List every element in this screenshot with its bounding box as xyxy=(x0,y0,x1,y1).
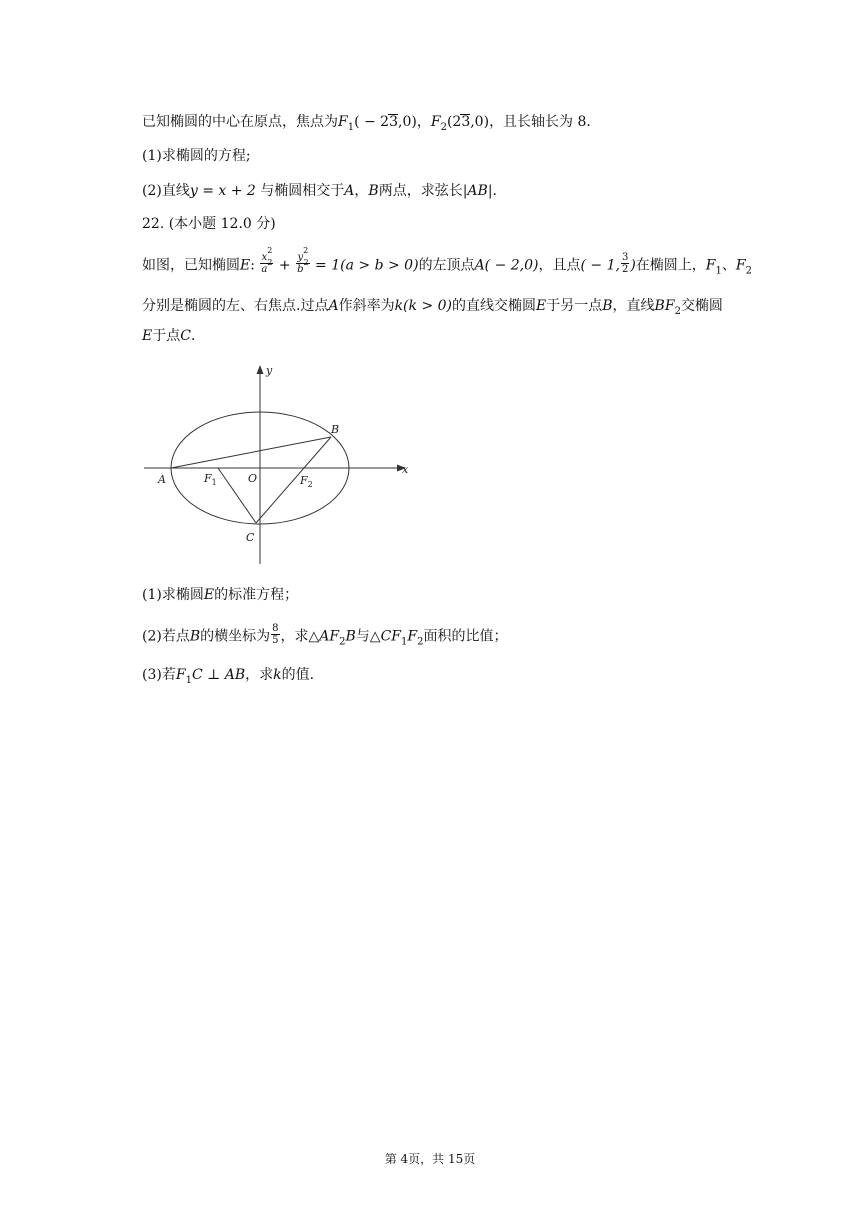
text: ，求 xyxy=(245,667,274,683)
math-f2: F xyxy=(430,114,441,130)
math-e: E xyxy=(203,587,215,603)
math-tri1: AF xyxy=(319,628,340,645)
text: 的标准方程； xyxy=(214,587,299,603)
text: 的直线交椭圆 xyxy=(452,298,537,314)
text: 、 xyxy=(721,257,736,274)
sub: 1 xyxy=(401,636,408,648)
math-point-end: ) xyxy=(630,257,636,274)
q22-line3 xyxy=(142,326,205,346)
text: 的横坐标为 xyxy=(200,628,271,645)
math-a: A xyxy=(344,183,355,199)
text: 与△ xyxy=(355,628,381,645)
q21-stem-text: 已知椭圆的中心在原点，焦点为 xyxy=(142,114,338,130)
label-f2-sub: 2 xyxy=(307,480,313,489)
den: 2 xyxy=(621,264,629,275)
math-f2-coords-end: ,0) xyxy=(470,114,490,130)
text: 两点，求弦长 xyxy=(378,183,463,199)
sub: 2 xyxy=(674,305,681,317)
math-f1-sub: 1 xyxy=(347,121,355,133)
text: 在椭圆上， xyxy=(635,257,706,274)
text: 作斜率为 xyxy=(338,298,395,314)
math-b: B xyxy=(602,298,613,314)
fraction-y2-b2 xyxy=(296,245,310,275)
text: + xyxy=(274,257,296,274)
sub: 1 xyxy=(185,674,192,686)
math-bf: BF xyxy=(654,298,675,314)
math-b: B xyxy=(368,183,379,199)
label-o: O xyxy=(248,472,258,485)
math-eq-rest: = 1(a > b > 0) xyxy=(310,257,419,274)
text: 于点 xyxy=(152,328,181,344)
ellipse-figure xyxy=(140,360,420,570)
text: (3)若 xyxy=(142,667,176,683)
text: 于另一点 xyxy=(546,298,603,314)
q21-part1: (1)求椭圆的方程; xyxy=(142,148,251,164)
text: 的左顶点 xyxy=(418,257,475,274)
q21-part2 xyxy=(142,181,507,201)
math-e: E xyxy=(536,298,547,314)
exp: 2 xyxy=(267,257,273,267)
text: ． xyxy=(492,183,507,199)
math-k: k xyxy=(273,667,282,683)
text: (1)求椭圆 xyxy=(142,587,204,603)
math-perp: C ⊥ AB xyxy=(191,667,246,683)
den: 5 xyxy=(272,635,279,646)
math-c: C xyxy=(180,328,191,344)
exp: 2 xyxy=(303,245,309,255)
text: 与椭圆相交于 xyxy=(255,183,345,199)
sub: 2 xyxy=(745,265,752,277)
math-f1: F xyxy=(338,114,348,130)
text: 如图，已知椭圆 xyxy=(142,257,240,274)
math-y: y xyxy=(297,252,304,263)
text: ，求△ xyxy=(280,628,320,645)
label-x: x xyxy=(402,463,409,476)
math-a: a xyxy=(261,264,268,275)
q22-intro xyxy=(142,245,752,277)
exp: 2 xyxy=(303,257,309,267)
label-y: y xyxy=(266,364,273,377)
math-tri2-mid: F xyxy=(407,628,418,645)
fraction-3-2 xyxy=(621,252,629,275)
label-f1-letter: F xyxy=(204,472,212,485)
q22-part2 xyxy=(142,625,507,648)
text: ， xyxy=(354,183,369,199)
text: ． xyxy=(190,328,205,344)
q21-stem-end: ，且长轴长为 8． xyxy=(489,114,601,130)
fraction-8-5 xyxy=(271,623,279,646)
label-c: C xyxy=(246,531,255,544)
punct: ， xyxy=(416,114,431,130)
math-k: k(k > 0) xyxy=(394,298,453,314)
math-sqrt: 3 xyxy=(461,114,471,130)
num: 8 xyxy=(272,623,279,634)
q22-header: 22. (本小题 12.0 分) xyxy=(142,216,276,232)
page-footer: 第 4页，共 15页 xyxy=(384,1152,476,1166)
math-f: F xyxy=(175,667,186,683)
math-b: B xyxy=(189,628,201,645)
label-f1 xyxy=(203,472,217,487)
text: (2)直线 xyxy=(142,183,190,199)
q22-part3 xyxy=(142,665,324,685)
label-b: B xyxy=(331,423,340,436)
math-f1: F xyxy=(705,257,716,274)
sub: 1 xyxy=(715,265,722,277)
sub: 2 xyxy=(339,636,346,648)
math-ab-length: |AB| xyxy=(462,183,493,199)
label-f2 xyxy=(299,474,313,489)
math-f1-coords-end: ,0) xyxy=(398,114,417,130)
math-vertex: A( − 2,0) xyxy=(474,257,539,274)
q22-line2 xyxy=(142,296,723,316)
math-tri2: CF xyxy=(380,628,402,645)
math-e: E xyxy=(240,257,251,274)
y-axis-arrow xyxy=(257,365,264,374)
math-f2: F xyxy=(735,257,746,274)
text: ，且点 xyxy=(538,257,581,274)
math-f2-sub: 2 xyxy=(440,121,447,133)
q22-part1 xyxy=(142,585,298,605)
exp: 2 xyxy=(267,245,273,255)
math-sqrt: 3 xyxy=(389,114,399,130)
text: 交椭圆 xyxy=(680,298,723,314)
sub: 2 xyxy=(417,636,424,648)
math-f2-coords: (2 xyxy=(446,114,462,130)
math-a: A xyxy=(328,298,339,314)
math-b: b xyxy=(297,264,304,275)
math-line-eq: y = x + 2 xyxy=(189,183,256,199)
math-e: E xyxy=(142,328,153,344)
line-bc xyxy=(256,437,331,523)
text: : xyxy=(250,257,260,274)
num: 3 xyxy=(621,252,629,263)
text: 分别是椭圆的左、右焦点.过点 xyxy=(142,298,329,314)
math-x: x xyxy=(261,252,268,263)
text: ，直线 xyxy=(612,298,655,314)
label-f1-sub: 1 xyxy=(211,478,217,487)
math-point: ( − 1, xyxy=(580,257,620,274)
label-f2-letter: F xyxy=(300,474,308,487)
math-f1-coords: ( − 2 xyxy=(354,114,390,130)
label-a: A xyxy=(158,473,166,486)
fraction-x2-a2 xyxy=(260,245,273,275)
text: 面积的比值； xyxy=(423,628,508,645)
math-tri1-end: B xyxy=(345,628,356,645)
q21-stem xyxy=(142,112,600,132)
line-ab xyxy=(171,437,331,468)
text: 的值． xyxy=(281,667,324,683)
text: (2)若点 xyxy=(142,628,190,645)
